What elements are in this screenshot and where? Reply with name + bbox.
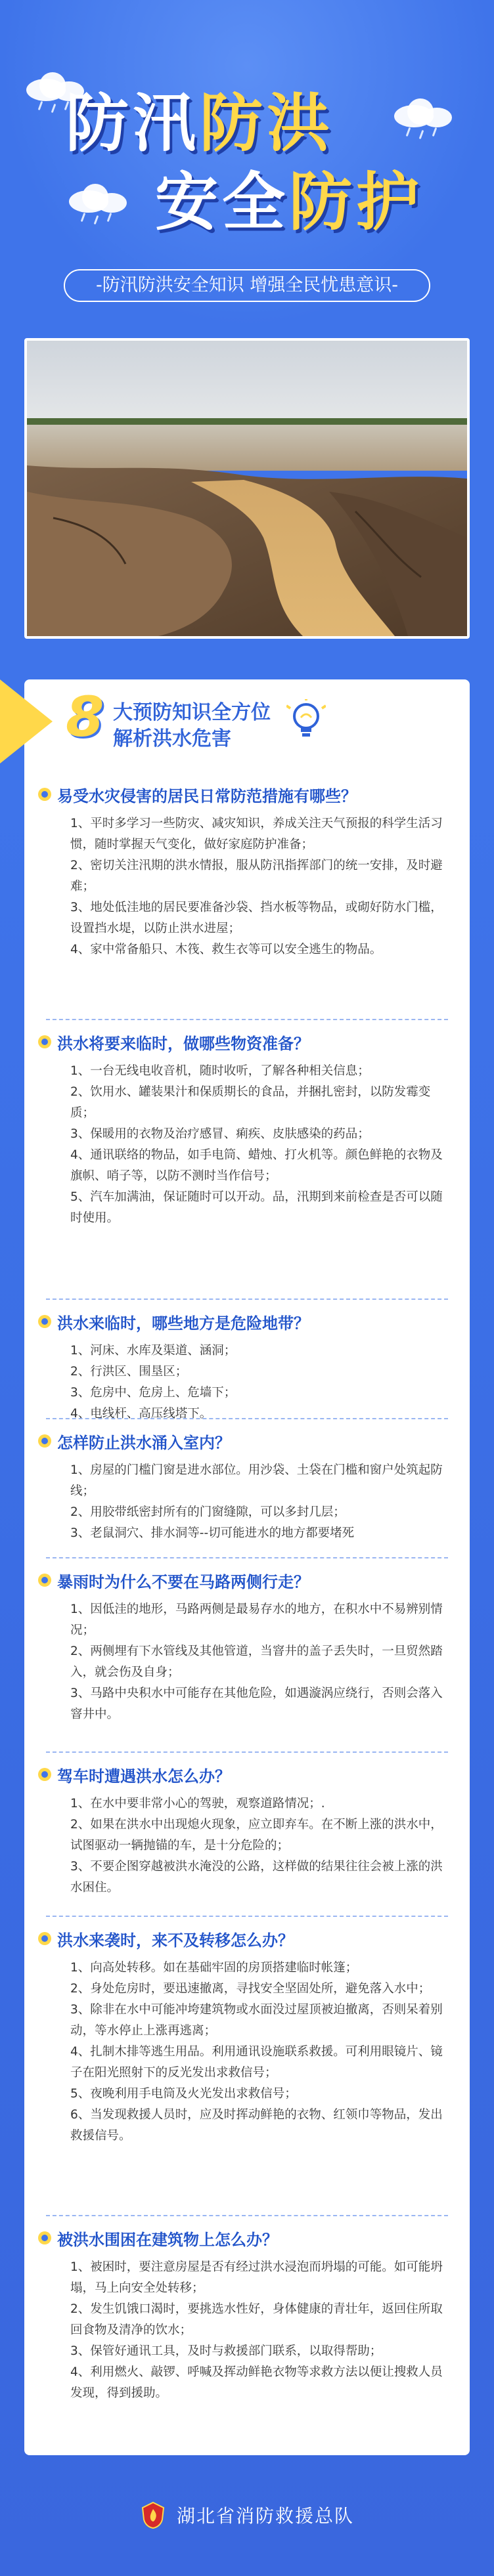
hero-banner [0, 0, 494, 328]
body-line: 4、利用燃火、敲锣、呼喊及挥动鲜艳衣物等求救方法以便让搜救人员发现，得到援助。 [70, 2365, 443, 2400]
section-title-row [37, 1927, 458, 1954]
section-title-row [37, 1569, 458, 1595]
section-body [37, 1793, 458, 1899]
section-title-row [37, 2227, 458, 2253]
body-line: 3、除非在水中可能冲垮建筑物或水面没过屋顶被迫撤离，否则呆着别动，等水停止上涨再逃离； [70, 2003, 443, 2038]
section-title-row [37, 1310, 458, 1337]
section-title: 怎样防止洪水涌入室内？ [57, 1434, 231, 1452]
body-line: 1、一台无线电收音机，随时收听，了解各种相关信息； [70, 1064, 370, 1078]
section-body [37, 813, 458, 960]
body-line: 6、当发现救援人员时，应及时挥动鲜艳的衣物、红领巾等物品，发出救援信号。 [70, 2108, 443, 2143]
faq-section [37, 1430, 458, 1544]
body-line: 3、地处低洼地的居民要准备沙袋、挡水板等物品，或砌好防水门槛，设置挡水堤，以防止洪水进屋； [70, 901, 443, 935]
section-title: 洪水来临时，哪些地方是危险地带？ [57, 1314, 309, 1333]
hero-subtitle: -防汛防洪安全知识 增强全民忧患意识- [64, 269, 430, 302]
body-line: 2、饮用水、罐装果汁和保质期长的食品，并捆扎密封，以防发霉变质； [70, 1085, 431, 1120]
lightbulb-icon [286, 699, 326, 740]
heading-line1: 大预防知识全方位 [113, 701, 271, 724]
section-title: 驾车时遭遇洪水怎么办？ [57, 1767, 231, 1786]
divider [46, 1557, 448, 1558]
section-title-row [37, 1031, 458, 1057]
body-line: 4、扎制木排等逃生用品。利用通讯设施联系救援。可利用眼镜片、镜子在阳光照射下的反光发出求救信号； [70, 2045, 443, 2080]
body-line: 1、在水中要非常小心的驾驶，观察道路情况；. [70, 1797, 325, 1811]
section-title-row [37, 1763, 458, 1790]
body-line: 1、房屋的门槛门窗是进水部位。用沙袋、土袋在门槛和窗户处筑起防线； [70, 1463, 443, 1498]
body-line: 3、不要企图穿越被洪水淹没的公路，这样做的结果往往会被上涨的洪水困住。 [70, 1860, 443, 1895]
faq-section [37, 1569, 458, 1725]
body-line: 5、汽车加满油，保证随时可以开动。品，汛期到来前检查是否可以随时使用。 [70, 1190, 443, 1225]
fire-rescue-badge-icon [140, 2501, 166, 2529]
hero-title-part: 防汛 [66, 87, 200, 160]
faq-section [37, 1763, 458, 1899]
big-number: 8 [66, 685, 104, 749]
body-line: 4、家中常备船只、木筏、救生衣等可以安全逃生的物品。 [70, 943, 382, 956]
faq-section [37, 1927, 458, 2147]
body-line: 1、因低洼的地形，马路两侧是最易存水的地方，在积水中不易辨别情况； [70, 1602, 443, 1637]
body-line: 3、保管好通讯工具，及时与救援部门联系，以取得帮助； [70, 2344, 382, 2358]
section-title-row [37, 1430, 458, 1456]
section-title: 被洪水围困在建筑物上怎么办？ [57, 2231, 278, 2249]
section-title-row [37, 783, 458, 809]
body-line: 3、保暖用的衣物及治疗感冒、痢疾、皮肤感染的药品； [70, 1127, 370, 1141]
body-line: 1、向高处转移。如在基础牢固的房顶搭建临时帐篷； [70, 1961, 358, 1975]
body-line: 3、马路中央积水中可能存在其他危险，如遇漩涡应绕行，否则会落入窨井中。 [70, 1686, 443, 1721]
section-title: 暴雨时为什么不要在马路两侧行走？ [57, 1573, 309, 1591]
body-line: 4、通讯联络的物品，如手电筒、蜡烛、打火机等。颜色鲜艳的衣物及旗帜、哨子等，以防不测时当作信号； [70, 1148, 443, 1183]
body-line: 2、发生饥饿口渴时，要挑选水性好，身体健康的青壮年，返回住所取回食物及清净的饮水； [70, 2302, 443, 2337]
body-line: 4、电线杆、高压线塔下。 [70, 1407, 212, 1421]
body-line: 2、行洪区、围垦区； [70, 1365, 188, 1379]
panel-corner-tab [0, 679, 53, 763]
body-line: 2、两侧埋有下水管线及其他管道，当窨井的盖子丢失时，一旦贸然踏入，就会伤及自身； [70, 1644, 443, 1679]
question-dot-icon [37, 2231, 52, 2245]
faq-section [37, 1310, 458, 1425]
question-dot-icon [37, 1573, 52, 1587]
hero-title-part: 安全 [155, 165, 289, 239]
section-body [37, 1061, 458, 1229]
footer [0, 2488, 494, 2541]
faq-section [37, 2227, 458, 2404]
divider [46, 1916, 448, 1917]
section-body [37, 1599, 458, 1725]
divider [46, 2215, 448, 2216]
section-body [37, 1958, 458, 2147]
divider [46, 1299, 448, 1300]
hero-title-part: 防护 [289, 165, 423, 239]
question-dot-icon [37, 1434, 52, 1448]
faq-section [37, 783, 458, 960]
section-body [37, 1341, 458, 1425]
hero-title-line2 [155, 165, 423, 239]
section-body [37, 2257, 458, 2404]
question-dot-icon [37, 787, 52, 802]
footer-content [140, 2501, 354, 2529]
divider [46, 1019, 448, 1020]
section-body [37, 1460, 458, 1544]
body-line: 1、河床、水库及渠道、涵洞； [70, 1344, 236, 1358]
question-dot-icon [37, 1314, 52, 1329]
divider [46, 1418, 448, 1419]
heading-line2: 解析洪水危害 [113, 727, 231, 750]
body-line: 2、用胶带纸密封所有的门窗缝隙，可以多封几层； [70, 1505, 346, 1519]
question-dot-icon [37, 1767, 52, 1782]
question-dot-icon [37, 1931, 52, 1946]
flood-photo [24, 338, 470, 639]
section-title: 易受水灾侵害的居民日常防范措施有哪些？ [57, 787, 357, 805]
riverbank-image [27, 341, 467, 636]
body-line: 1、被困时，要注意房屋是否有经过洪水浸泡而坍塌的可能。如可能坍塌，马上向安全处转移； [70, 2260, 443, 2295]
hero-title-part: 防洪 [200, 87, 334, 160]
body-line: 3、老鼠洞穴、排水洞等--切可能进水的地方都要堵死 [70, 1526, 355, 1540]
divider [46, 1751, 448, 1753]
section-title: 洪水将要来临时，做哪些物资准备？ [57, 1035, 309, 1053]
body-line: 3、危房中、危房上、危墙下； [70, 1386, 236, 1400]
section-title: 洪水来袭时，来不及转移怎么办？ [57, 1931, 294, 1950]
body-line: 2、身处危房时，要迅速撤离，寻找安全坚固处所，避免落入水中； [70, 1982, 431, 1996]
hero-title-line1 [66, 87, 334, 160]
footer-org: 湖北省消防救援总队 [176, 2505, 354, 2527]
question-dot-icon [37, 1035, 52, 1049]
body-line: 2、密切关注汛期的洪水情报，服从防汛指挥部门的统一安排，及时避难； [70, 859, 443, 893]
faq-section [37, 1031, 458, 1229]
body-line: 2、如果在洪水中出现熄火现象，应立即弃车。在不断上涨的洪水中，试图驱动一辆抛锚的车，是十分危险的； [70, 1818, 443, 1853]
body-line: 5、夜晚利用手电筒及火光发出求救信号； [70, 2087, 297, 2101]
body-line: 1、平时多学习一些防灾、减灾知识，养成关注天气预报的科学生活习惯，随时掌握天气变化，做好家庭防护准备； [70, 817, 443, 851]
